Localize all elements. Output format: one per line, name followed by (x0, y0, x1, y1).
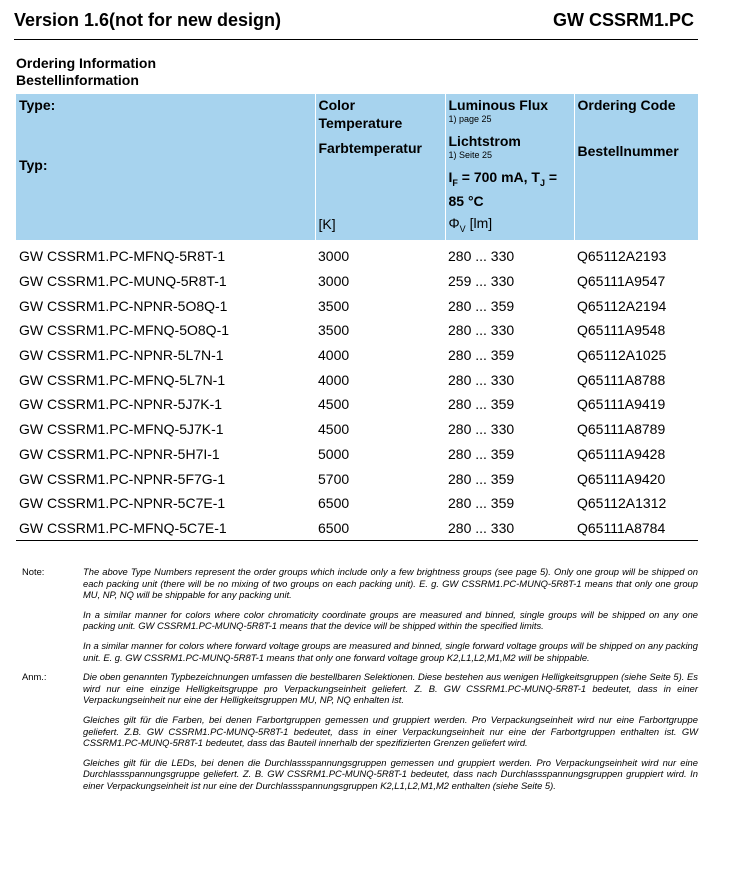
color-temp-cell: 6500 (315, 516, 445, 541)
type-cell: GW CSSRM1.PC-MFNQ-5C7E-1 (16, 516, 315, 541)
header-color-temperature (315, 94, 445, 240)
flux-cell: 280 ... 330 (448, 248, 515, 265)
header-divider (14, 39, 698, 40)
type-cell: GW CSSRM1.PC-NPNR-5H7I-1 (19, 445, 220, 462)
header-flux-unit: $\Phi_V$ [lm] (448, 214, 493, 234)
table-row (16, 491, 698, 516)
ordering-table (16, 94, 698, 541)
color-temp-cell: 4000 (318, 371, 350, 388)
ordering-code-cell: Q65111A8788 (577, 371, 666, 388)
header-luminous-flux (445, 94, 574, 240)
flux-cell: 280 ... 330 (448, 421, 515, 438)
type-cell: GW CSSRM1.PC-NPNR-5C7E-1 (19, 495, 226, 512)
section-title-en: Ordering Information (16, 55, 156, 71)
table-row (16, 442, 698, 467)
flux-cell: 280 ... 359 (448, 347, 515, 364)
color-temp-cell: 5700 (318, 470, 350, 487)
table-row (16, 392, 698, 417)
header-flux-de: Lichtstrom (448, 133, 521, 149)
table-row (16, 269, 698, 294)
type-cell: GW CSSRM1.PC-MFNQ-5J7K-1 (19, 421, 224, 438)
part-number-title: GW CSSRM1.PC (552, 10, 694, 30)
header-type (16, 94, 315, 240)
type-cell: GW CSSRM1.PC-NPNR-5O8Q-1 (19, 297, 228, 314)
flux-cell: 280 ... 330 (445, 516, 574, 541)
type-cell: GW CSSRM1.PC-MFNQ-5R8T-1 (19, 248, 226, 265)
notes-section (22, 566, 698, 800)
header-color-de: Farbtemperatur (318, 140, 422, 156)
flux-cell: 259 ... 330 (448, 273, 515, 290)
flux-cell: 280 ... 359 (448, 445, 515, 462)
ordering-code-cell: Q65112A1312 (577, 495, 667, 512)
table-row (16, 343, 698, 368)
ordering-code-cell: Q65111A9548 (577, 322, 666, 339)
color-temp-cell: 3500 (318, 322, 350, 339)
header-code-en: Ordering Code (577, 97, 676, 113)
anm-paragraph: Gleiches gilt für die LEDs, bei denen die Durchlassspannungsgruppen gemessen und gruppiert werden. Pro Verpackungseinheit wird nur eine Durchlassspannungsgruppe geliefert. Z. B. GW CSSRM1.PC-MUNQ-5R8T-1 bedeutet, dass nach Durchlassspannungsgruppen gruppiert wird. In einer Verpackungseinheit ist nur eine der Durchlassspannungsgruppen K2,L1,L2,M1,M2 enthalten (siehe Seite 5). (83, 756, 698, 791)
note-en (22, 566, 698, 663)
ordering-code-cell: Q65111A9428 (577, 445, 666, 462)
table-row (16, 367, 698, 392)
header-type-de: Typ: (19, 157, 48, 173)
header-ordering-code (574, 94, 698, 240)
anm-paragraph: Die oben genannten Typbezeichnungen umfassen die bestellbaren Selektionen. Diese bestehen aus wenigen Helligkeitsgruppen (siehe Seite 5). Es wird nur eine einzige Helligkeitsgruppe pro Verpackungseinheit geliefert. Z. B. GW CSSRM1.PC-MUNQ-5R8T-1 bedeutet, dass in einer Verpackungseinheit nur eine der Helligkeitsgruppen MU, NP, NQ enhalten ist. (83, 671, 698, 706)
table-header-row (16, 94, 698, 240)
flux-cell: 280 ... 359 (448, 297, 515, 314)
color-temp-cell: 4500 (318, 421, 350, 438)
ordering-code-cell: Q65111A8784 (574, 516, 698, 541)
flux-cell: 280 ... 330 (448, 322, 515, 339)
header-flux-en: Luminous Flux (448, 97, 549, 113)
note-de (22, 671, 698, 791)
flux-cell: 280 ... 359 (448, 396, 515, 413)
table-row (16, 293, 698, 318)
color-temp-cell: 6500 (318, 495, 350, 512)
table-row (16, 240, 698, 269)
ordering-code-cell: Q65112A2194 (577, 297, 667, 314)
color-temp-cell: 3000 (318, 248, 350, 265)
anm-label: Anm.: (22, 671, 47, 683)
color-temp-cell: 5000 (318, 445, 350, 462)
type-cell: GW CSSRM1.PC-NPNR-5F7G-1 (19, 470, 226, 487)
note-paragraph: In a similar manner for colors where color chromaticity coordinate groups are measured and binned, single groups will be shipped on any one packing unit. GW CSSRM1.PC-MUNQ-5R8T-1 means that the device will be shipped within the specified limits. (83, 608, 698, 632)
header-color-unit: [K] (318, 216, 336, 232)
header-type-en: Type: (19, 97, 56, 113)
ordering-code-cell: Q65111A9420 (577, 470, 666, 487)
ordering-code-cell: Q65111A9419 (577, 396, 666, 413)
note-label: Note: (22, 566, 45, 577)
document-version-title: Version 1.6(not for new design) (14, 10, 282, 30)
flux-cell: 280 ... 359 (448, 470, 515, 487)
flux-cell: 280 ... 359 (448, 495, 515, 512)
type-cell: GW CSSRM1.PC-NPNR-5J7K-1 (19, 396, 223, 413)
note-paragraph: The above Type Numbers represent the order groups which include only a few brightness groups (see page 5). Only one group will be shipped on each packing unit (there will be no mixing of two groups on each packing unit). E. g. GW CSSRM1.PC-MUNQ-5R8T-1 means that only one group MU, NP, NQ will be shippable for any packing unit. (83, 566, 698, 601)
section-title-de: Bestellinformation (16, 72, 139, 88)
type-cell: GW CSSRM1.PC-MFNQ-5L7N-1 (19, 371, 226, 388)
ordering-code-cell: Q65112A2193 (577, 248, 667, 265)
table-row (16, 466, 698, 491)
color-temp-cell: 4000 (318, 347, 350, 364)
table-row (16, 318, 698, 343)
type-cell: GW CSSRM1.PC-NPNR-5L7N-1 (19, 347, 224, 364)
ordering-code-cell: Q65111A8789 (577, 421, 666, 438)
table-row (16, 417, 698, 442)
color-temp-cell: 3000 (318, 273, 350, 290)
flux-cell: 280 ... 330 (448, 371, 515, 388)
table-row (16, 516, 698, 541)
header-flux-note-de: 1) Seite 25 (448, 150, 493, 160)
header-color-en: Color Temperature (318, 97, 403, 131)
header-flux-condition: $I_F = 700$ mA, $T_J = 85$ °C (448, 169, 558, 209)
type-cell: GW CSSRM1.PC-MFNQ-5O8Q-1 (19, 322, 230, 339)
section-title (16, 55, 156, 89)
color-temp-cell: 4500 (318, 396, 350, 413)
anm-paragraph: Gleiches gilt für die Farben, bei denen Farbortgruppen gemessen und gruppiert werden. Pro Verpackungseinheit wird nur eine Farbortgruppe geliefert. Z.B. GW CSSRM1.PC-MUNQ-5R8T-1 bedeutet, dass in einer Verpackungseinheit nur eine der Farbortgruppen enthalten ist. GW CSSRM1.PC-MUNQ-5R8T-1 bedeutet, dass das Bauteil innerhalb der spezifizierten Grenzen geliefert wird. (83, 713, 698, 749)
header-code-de: Bestellnummer (577, 143, 679, 159)
note-paragraph: In a similar manner for colors where forward voltage groups are measured and binned, single forward voltage groups will be shipped on any packing unit. E. g. GW CSSRM1.PC-MUNQ-5R8T-1 means that only one forward voltage group K2,L1,L2,M1,M2 will be shippable. (83, 639, 698, 663)
color-temp-cell: 3500 (318, 297, 350, 314)
type-cell: GW CSSRM1.PC-MUNQ-5R8T-1 (19, 273, 227, 290)
ordering-code-cell: Q65111A9547 (577, 273, 666, 290)
ordering-code-cell: Q65112A1025 (577, 347, 667, 364)
header-flux-note-en: 1) page 25 (448, 114, 492, 124)
